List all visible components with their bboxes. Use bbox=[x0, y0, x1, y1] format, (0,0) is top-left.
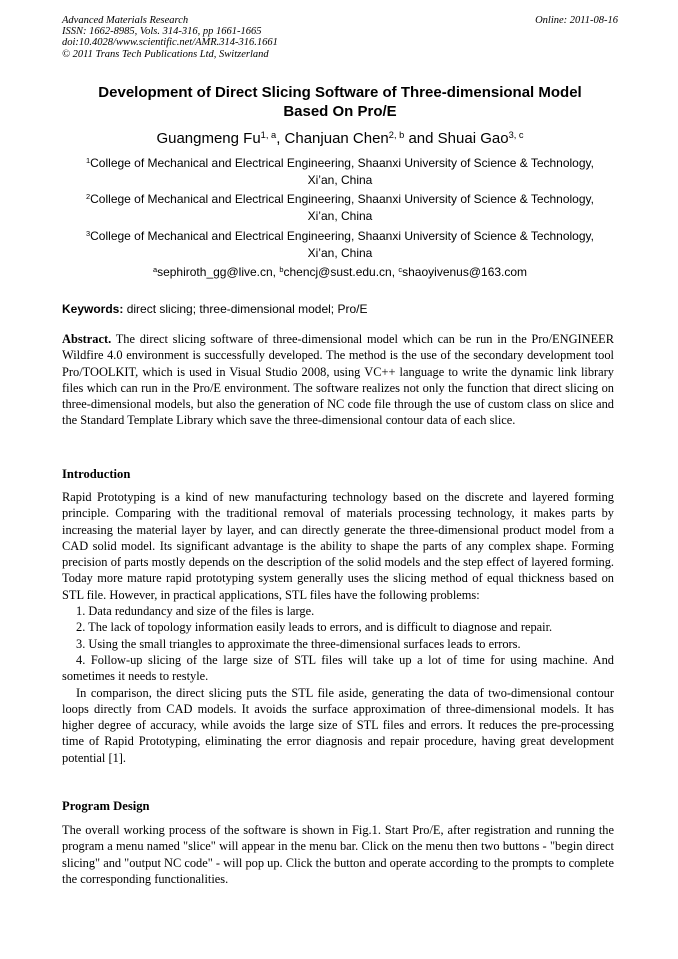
abstract-label: Abstract. bbox=[62, 332, 112, 346]
author-name: Chanjuan Chen bbox=[284, 130, 389, 147]
program-design-body bbox=[62, 822, 614, 887]
journal-name: Advanced Materials Research bbox=[62, 15, 189, 26]
email-link[interactable]: sephiroth_gg@live.cn, bbox=[157, 265, 276, 279]
keywords bbox=[62, 301, 618, 317]
author-list: Guangmeng Fu$^{1, a}$, Chanjuan Chen$^{2, b}$ and Shuai Gao$^{3, c}$ bbox=[156, 129, 524, 147]
title-line-2: Based On Pro/E bbox=[283, 103, 397, 120]
journal-doi: doi:10.4028/www.scientific.net/AMR.314-316.1661 bbox=[62, 37, 278, 49]
affiliation-line: College of Mechanical and Electrical Engineering, Shaanxi University of Science & Technology, bbox=[90, 156, 594, 170]
email-list bbox=[62, 264, 618, 281]
title-line-1: Development of Direct Slicing Software of Three-dimensional Model bbox=[98, 84, 582, 101]
affiliation-sup: 1 bbox=[86, 155, 91, 165]
affiliation-city: Xi’an, China bbox=[307, 246, 373, 260]
section-heading-introduction: Introduction bbox=[62, 467, 131, 481]
keywords-text: direct slicing; three-dimensional model; Pro/E bbox=[126, 302, 368, 316]
affiliation-line: College of Mechanical and Electrical Engineering, Shaanxi University of Science & Technology, bbox=[90, 229, 594, 243]
journal-issn: ISSN: 1662-8985, Vols. 314-316, pp 1661-1665 bbox=[62, 26, 262, 38]
section-heading-program-design: Program Design bbox=[62, 799, 150, 813]
paragraph: In comparison, the direct slicing puts the STL file aside, generating the data of two-dimensional contour loops directly from CAD models. It avoids the surface approximation of three-dimensional models. It has higher degree of accuracy, while avoids the large size of STL files and errors. It reduces the pre-processing time of Rapid Prototyping, eliminating the error diagnosis and repair procedure, having great development potential [1]. bbox=[62, 685, 614, 765]
email-link[interactable]: chencj@sust.edu.cn, bbox=[283, 265, 396, 279]
list-item: 2. The lack of topology information easily leads to errors, and is difficult to diagnose and repair. bbox=[76, 620, 553, 635]
paper-title bbox=[62, 83, 618, 121]
introduction-body bbox=[62, 489, 614, 766]
author-conjunction: and bbox=[408, 130, 434, 147]
affiliation-line: College of Mechanical and Electrical Engineering, Shaanxi University of Science & Technology, bbox=[90, 192, 594, 206]
email-sup: a bbox=[152, 264, 158, 274]
affiliation-sup: 3 bbox=[86, 228, 91, 238]
affiliation-city: Xi’an, China bbox=[307, 173, 373, 187]
list-item: 3. Using the small triangles to approximate the three-dimensional surfaces leads to errors. bbox=[76, 636, 521, 651]
email-sup: c bbox=[398, 264, 403, 274]
affiliation bbox=[62, 228, 618, 262]
author-sup: 3, c bbox=[508, 129, 524, 140]
email-link[interactable]: shaoyivenus@163.com bbox=[402, 265, 528, 279]
keywords-label: Keywords: bbox=[62, 302, 124, 316]
affiliation bbox=[62, 155, 618, 189]
list-item: 4. Follow-up slicing of the large size of STL files will take up a lot of time for using machine. And sometimes it needs to restyle. bbox=[62, 652, 614, 684]
paragraph: The overall working process of the software is shown in Fig.1. Start Pro/E, after registration and running the program a menu named "slice" will appear in the menu bar. Click on the menu then two buttons - "begin direct slicing" and "output NC code" - will pop up. Click the button and operate according to the prompts to complete the corresponding functionalities. bbox=[62, 823, 614, 886]
journal-copyright: © 2011 Trans Tech Publications Ltd, Switzerland bbox=[62, 48, 269, 60]
abstract-text: The direct slicing software of three-dimensional model which can be run in the Pro/ENGINEER Wildfire 4.0 environment is successfully developed. The method is the use of the secondary development tool Pro/TOOLKIT, which is used in Visual Studio 2008, using VC++ language to write the dynamic link library files which can run in the Pro/E environment. The software realizes not only the function that direct slicing on three-dimensional models, but also the generation of NC code file through the use of custom class on slice and the Standard Template Library which save the three-dimensional contour data of each slice. bbox=[62, 332, 615, 428]
email-sup: b bbox=[279, 264, 284, 274]
author-sup: 1, a bbox=[260, 129, 277, 140]
online-date: Online: 2011-08-16 bbox=[535, 15, 618, 26]
affiliation-city: Xi’an, China bbox=[307, 209, 373, 223]
affiliation-sup: 2 bbox=[86, 191, 91, 201]
paragraph: Rapid Prototyping is a kind of new manufacturing technology based on the discrete and layered forming principle. Comparing with the traditional removal of materials processing technology, it makes parts by increasing the material layer by layer, and can directly generate the three-dimensional product model from a CAD solid model. Its significant advantage is the ability to shape the parts of any complex shape. Forming precision of parts mostly depends on the description of the solid models and the step effect of layered forming. Today more mature rapid prototyping system generally uses the slicing method of equal thickness based on STL file. However, in practical applications, STL files have the following problems: bbox=[62, 490, 614, 602]
affiliation bbox=[62, 191, 618, 225]
list-item: 1. Data redundancy and size of the files is large. bbox=[76, 604, 315, 619]
author-sup: 2, b bbox=[388, 129, 405, 140]
abstract bbox=[62, 331, 614, 429]
author-name: Guangmeng Fu bbox=[156, 130, 261, 147]
author-name: Shuai Gao bbox=[437, 130, 509, 147]
journal-header bbox=[62, 15, 618, 60]
